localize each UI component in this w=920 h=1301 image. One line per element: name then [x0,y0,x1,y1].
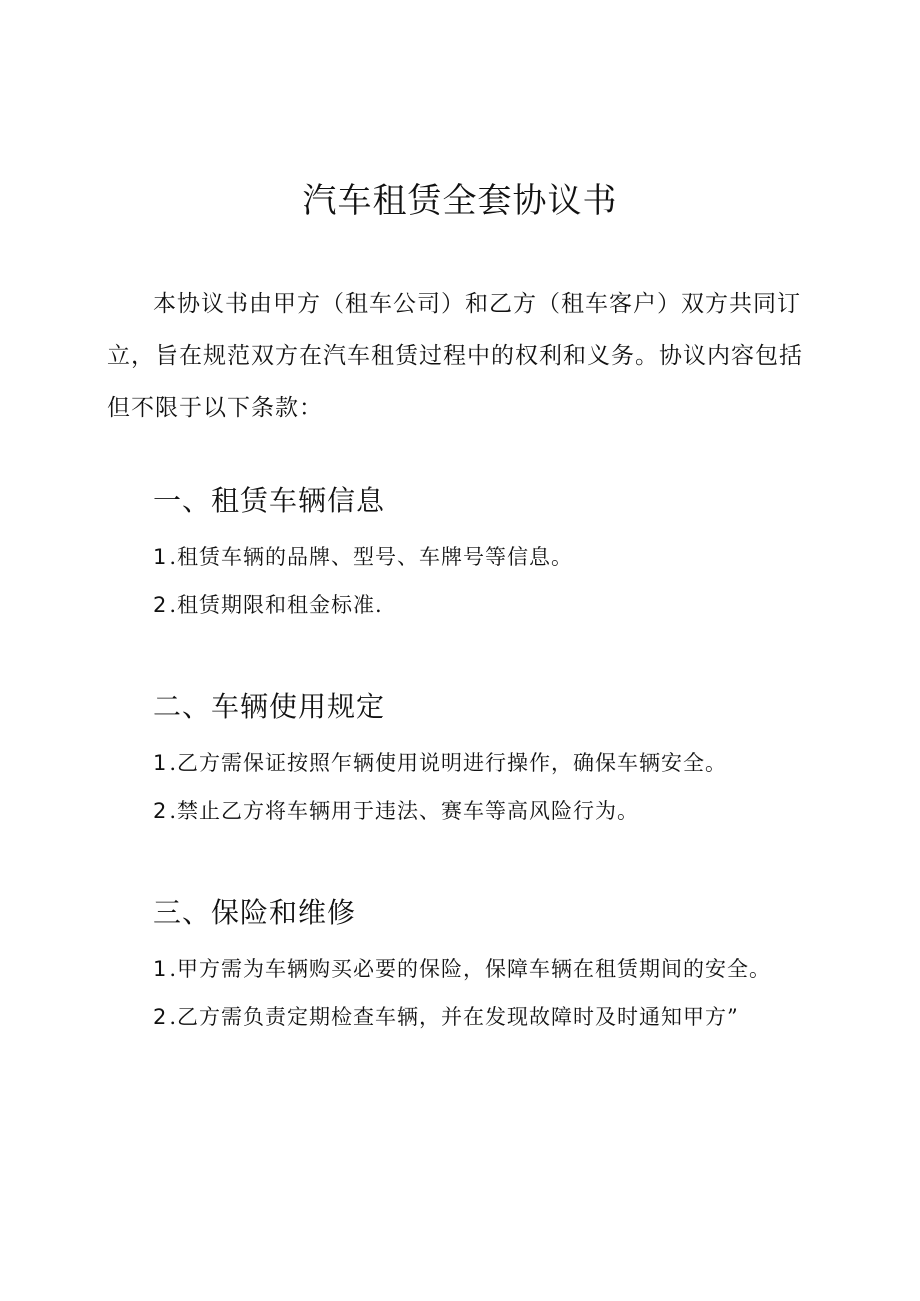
clause-number: 2 [153,593,168,617]
section-vehicle-info [153,481,833,629]
clause-item [153,787,833,835]
clause-list [153,945,833,1041]
clause-text: .租赁车辆的品牌、型号、车牌号等信息。 [169,545,574,569]
section-heading: 二、车辆使用规定 [153,690,386,723]
clause-list [153,739,833,835]
section-heading: 三、保险和维修 [153,896,357,929]
clause-text: .甲方需为车辆购买必要的保险，保障车辆在租赁期间的安全。 [169,957,772,981]
clause-item [153,581,833,629]
clause-number: 1 [153,751,168,775]
document-title: 汽车租赁全套协议书 [302,181,618,221]
section-insurance-maintenance [153,893,833,1041]
clause-text: .乙方需负责定期检查车辆，并在发现故障时及时通知甲方” [169,1005,739,1029]
clause-item [153,739,833,787]
section-usage-rules [153,687,833,835]
intro-paragraph: 本协议书由甲方（租车公司）和乙方（租车客户）双方共同订立，旨在规范双方在汽车租赁过程中的权利和义务。协议内容包括但不限于以下条款： [107,291,803,421]
clause-text: .乙方需保证按照乍辆使用说明进行操作，确保车辆安全。 [169,751,728,775]
clause-number: 2 [153,799,168,823]
clause-number: 1 [153,545,168,569]
clause-text: .租赁期限和租金标准. [169,593,383,617]
section-heading: 一、租赁车辆信息 [153,484,386,517]
clause-item [153,993,833,1041]
clause-item [153,945,833,993]
clause-number: 1 [153,957,168,981]
clause-number: 2 [153,1005,168,1029]
clause-item [153,533,833,581]
clause-list [153,533,833,629]
clause-text: .禁止乙方将车辆用于违法、赛车等高风险行为。 [169,799,640,823]
